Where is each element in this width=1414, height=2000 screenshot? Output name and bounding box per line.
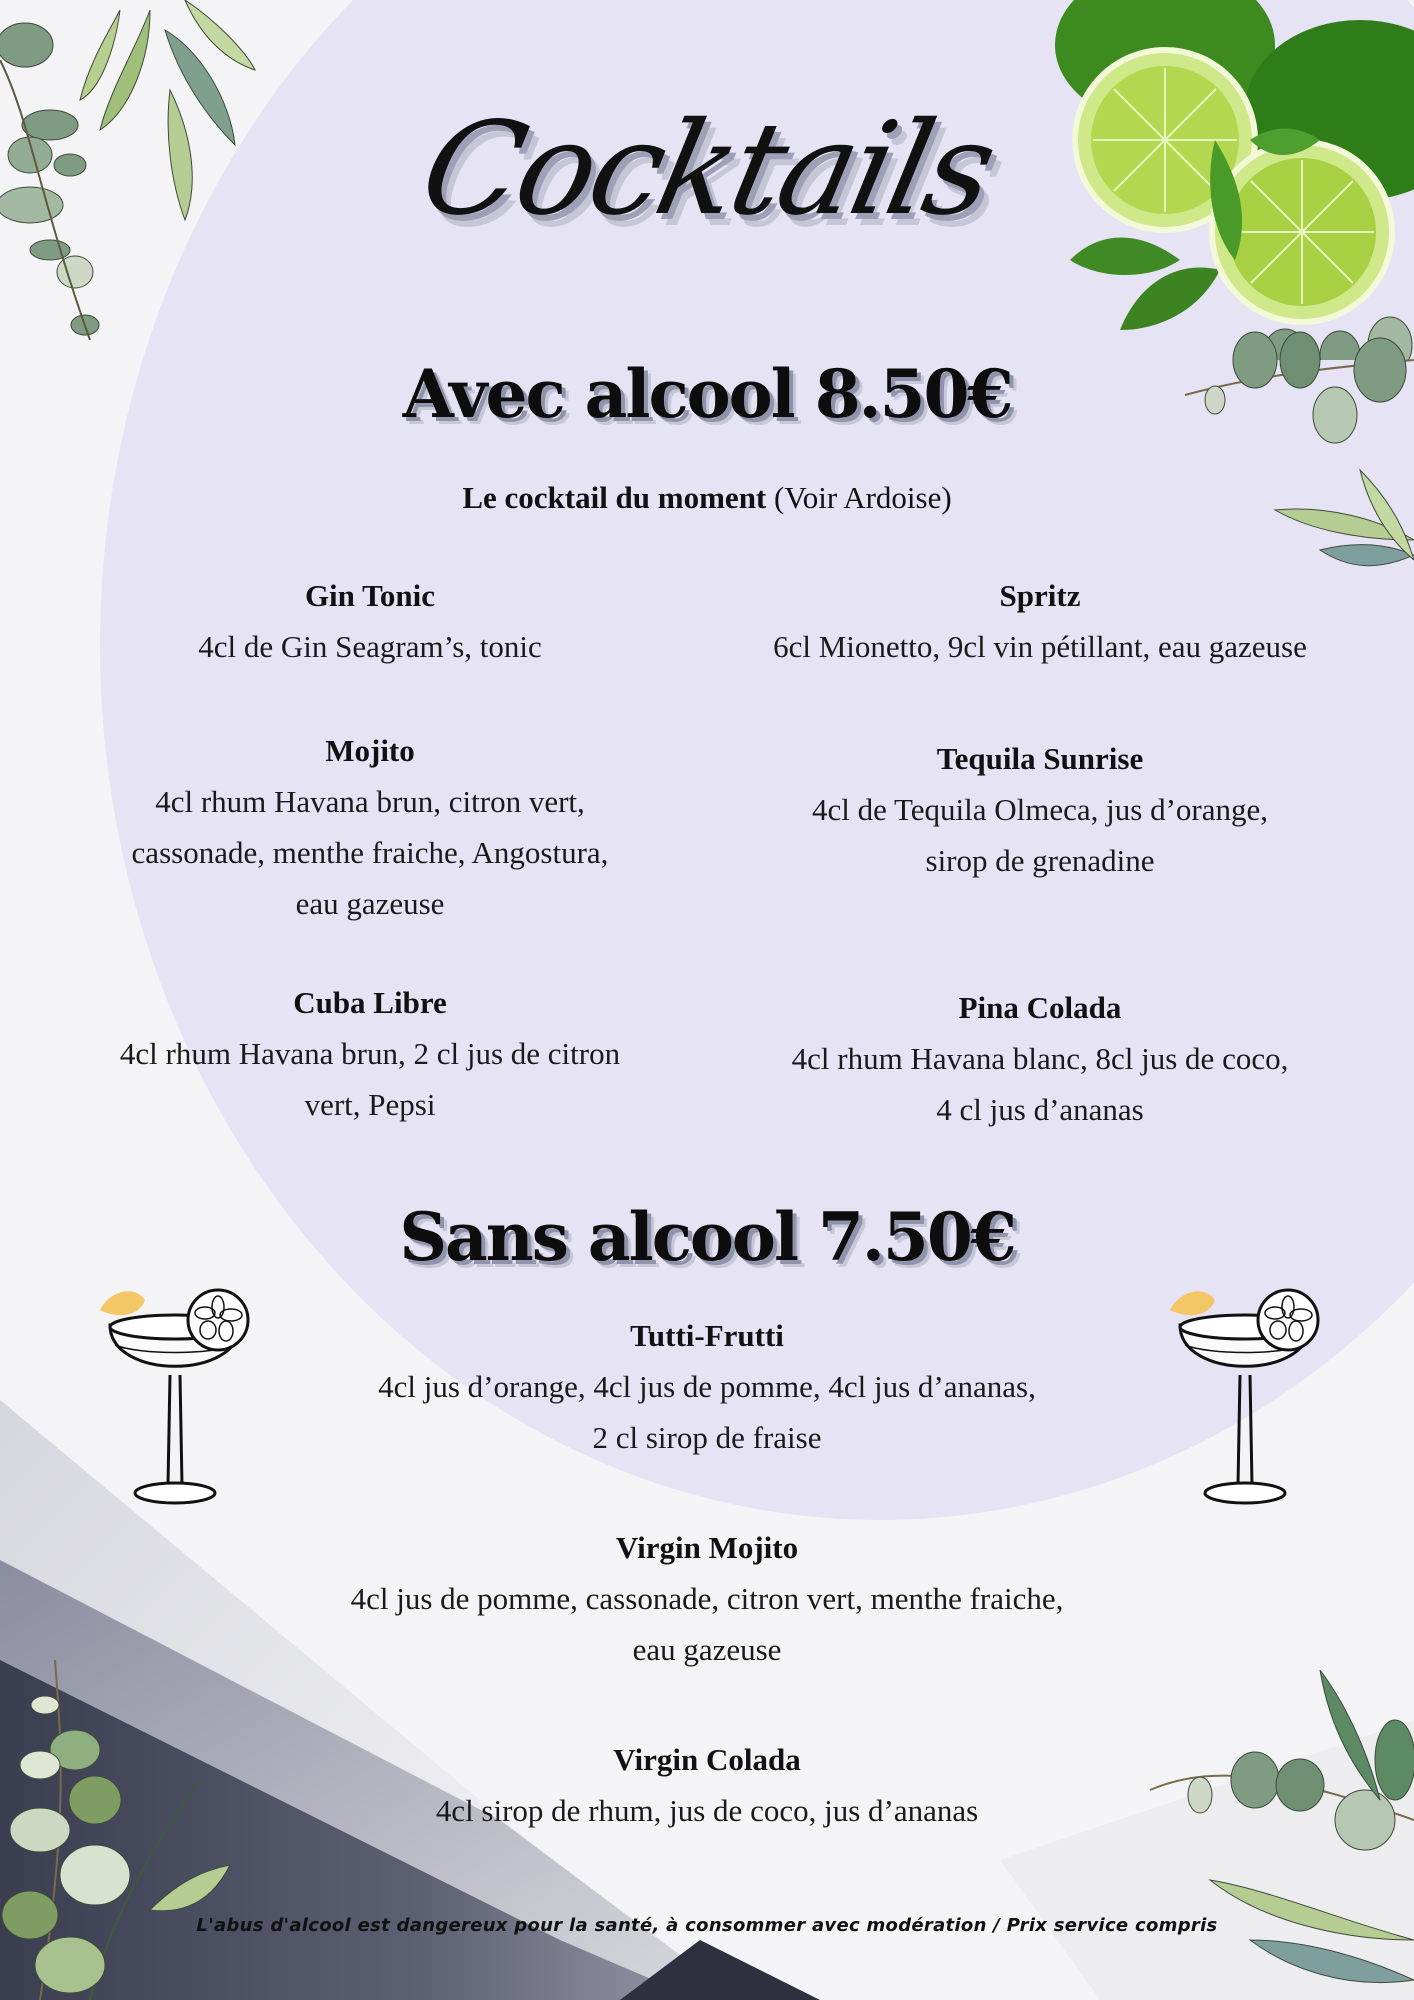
item-name: Gin Tonic: [304, 578, 436, 613]
item-description: eau gazeuse: [295, 886, 445, 921]
menu-item-spritz: [700, 570, 1380, 672]
legal-footer: L'abus d'alcool est dangereux pour la santé, à consommer avec modération / Prix service compris: [196, 1915, 1218, 1936]
menu-item-mojito: [40, 725, 700, 929]
cocktail-glass-icon: [100, 1285, 250, 1515]
item-description: 4cl rhum Havana blanc, 8cl jus de coco,: [791, 1041, 1289, 1076]
menu-item-pina-colada: [700, 982, 1380, 1135]
section-heading-no-alcohol: Sans alcool 7.50€: [399, 1198, 1015, 1276]
item-description: 6cl Mionetto, 9cl vin pétillant, eau gazeuse: [773, 629, 1307, 664]
cocktail-glass-icon: [1170, 1285, 1320, 1515]
featured-cocktail-label: Le cocktail du moment: [462, 480, 767, 515]
featured-cocktail-note: (Voir Ardoise): [774, 480, 952, 515]
item-name: Virgin Colada: [613, 1742, 801, 1777]
item-description: vert, Pepsi: [304, 1087, 436, 1122]
item-description: 4cl jus d’orange, 4cl jus de pomme, 4cl jus d’ananas,: [378, 1369, 1036, 1404]
item-description: eau gazeuse: [632, 1632, 782, 1667]
eucalyptus-leaves-icon: [1180, 300, 1414, 580]
featured-cocktail: [0, 480, 1414, 516]
item-name: Cuba Libre: [293, 985, 447, 1020]
item-name: Spritz: [999, 578, 1081, 613]
item-description: 4cl de Tequila Olmeca, jus d’orange,: [811, 792, 1269, 827]
menu-item-virgin-colada: [0, 1734, 1414, 1836]
item-description: 4cl de Gin Seagram’s, tonic: [198, 629, 542, 664]
item-name: Virgin Mojito: [615, 1530, 799, 1565]
menu-item-virgin-mojito: [0, 1522, 1414, 1675]
item-name: Pina Colada: [958, 990, 1122, 1025]
menu-title: Cocktails: [409, 95, 1005, 244]
menu-item-tequila-sunrise: [700, 733, 1380, 886]
menu-item-gin-tonic: [40, 570, 700, 672]
item-name: Mojito: [325, 733, 415, 768]
item-name: Tutti-Frutti: [630, 1318, 784, 1353]
item-description: sirop de grenadine: [925, 843, 1155, 878]
item-description: 4cl rhum Havana brun, 2 cl jus de citron: [119, 1036, 621, 1071]
item-description: 4cl sirop de rhum, jus de coco, jus d’ananas: [435, 1793, 979, 1828]
item-description: 4cl rhum Havana brun, citron vert,: [155, 784, 585, 819]
item-description: cassonade, menthe fraiche, Angostura,: [131, 835, 609, 870]
item-description: 4 cl jus d’ananas: [936, 1092, 1144, 1127]
section-heading-alcohol: Avec alcool 8.50€: [402, 355, 1012, 433]
item-description: 4cl jus de pomme, cassonade, citron vert, menthe fraiche,: [350, 1581, 1064, 1616]
item-description: 2 cl sirop de fraise: [592, 1420, 822, 1455]
menu-item-cuba-libre: [40, 977, 700, 1130]
item-name: Tequila Sunrise: [936, 741, 1144, 776]
